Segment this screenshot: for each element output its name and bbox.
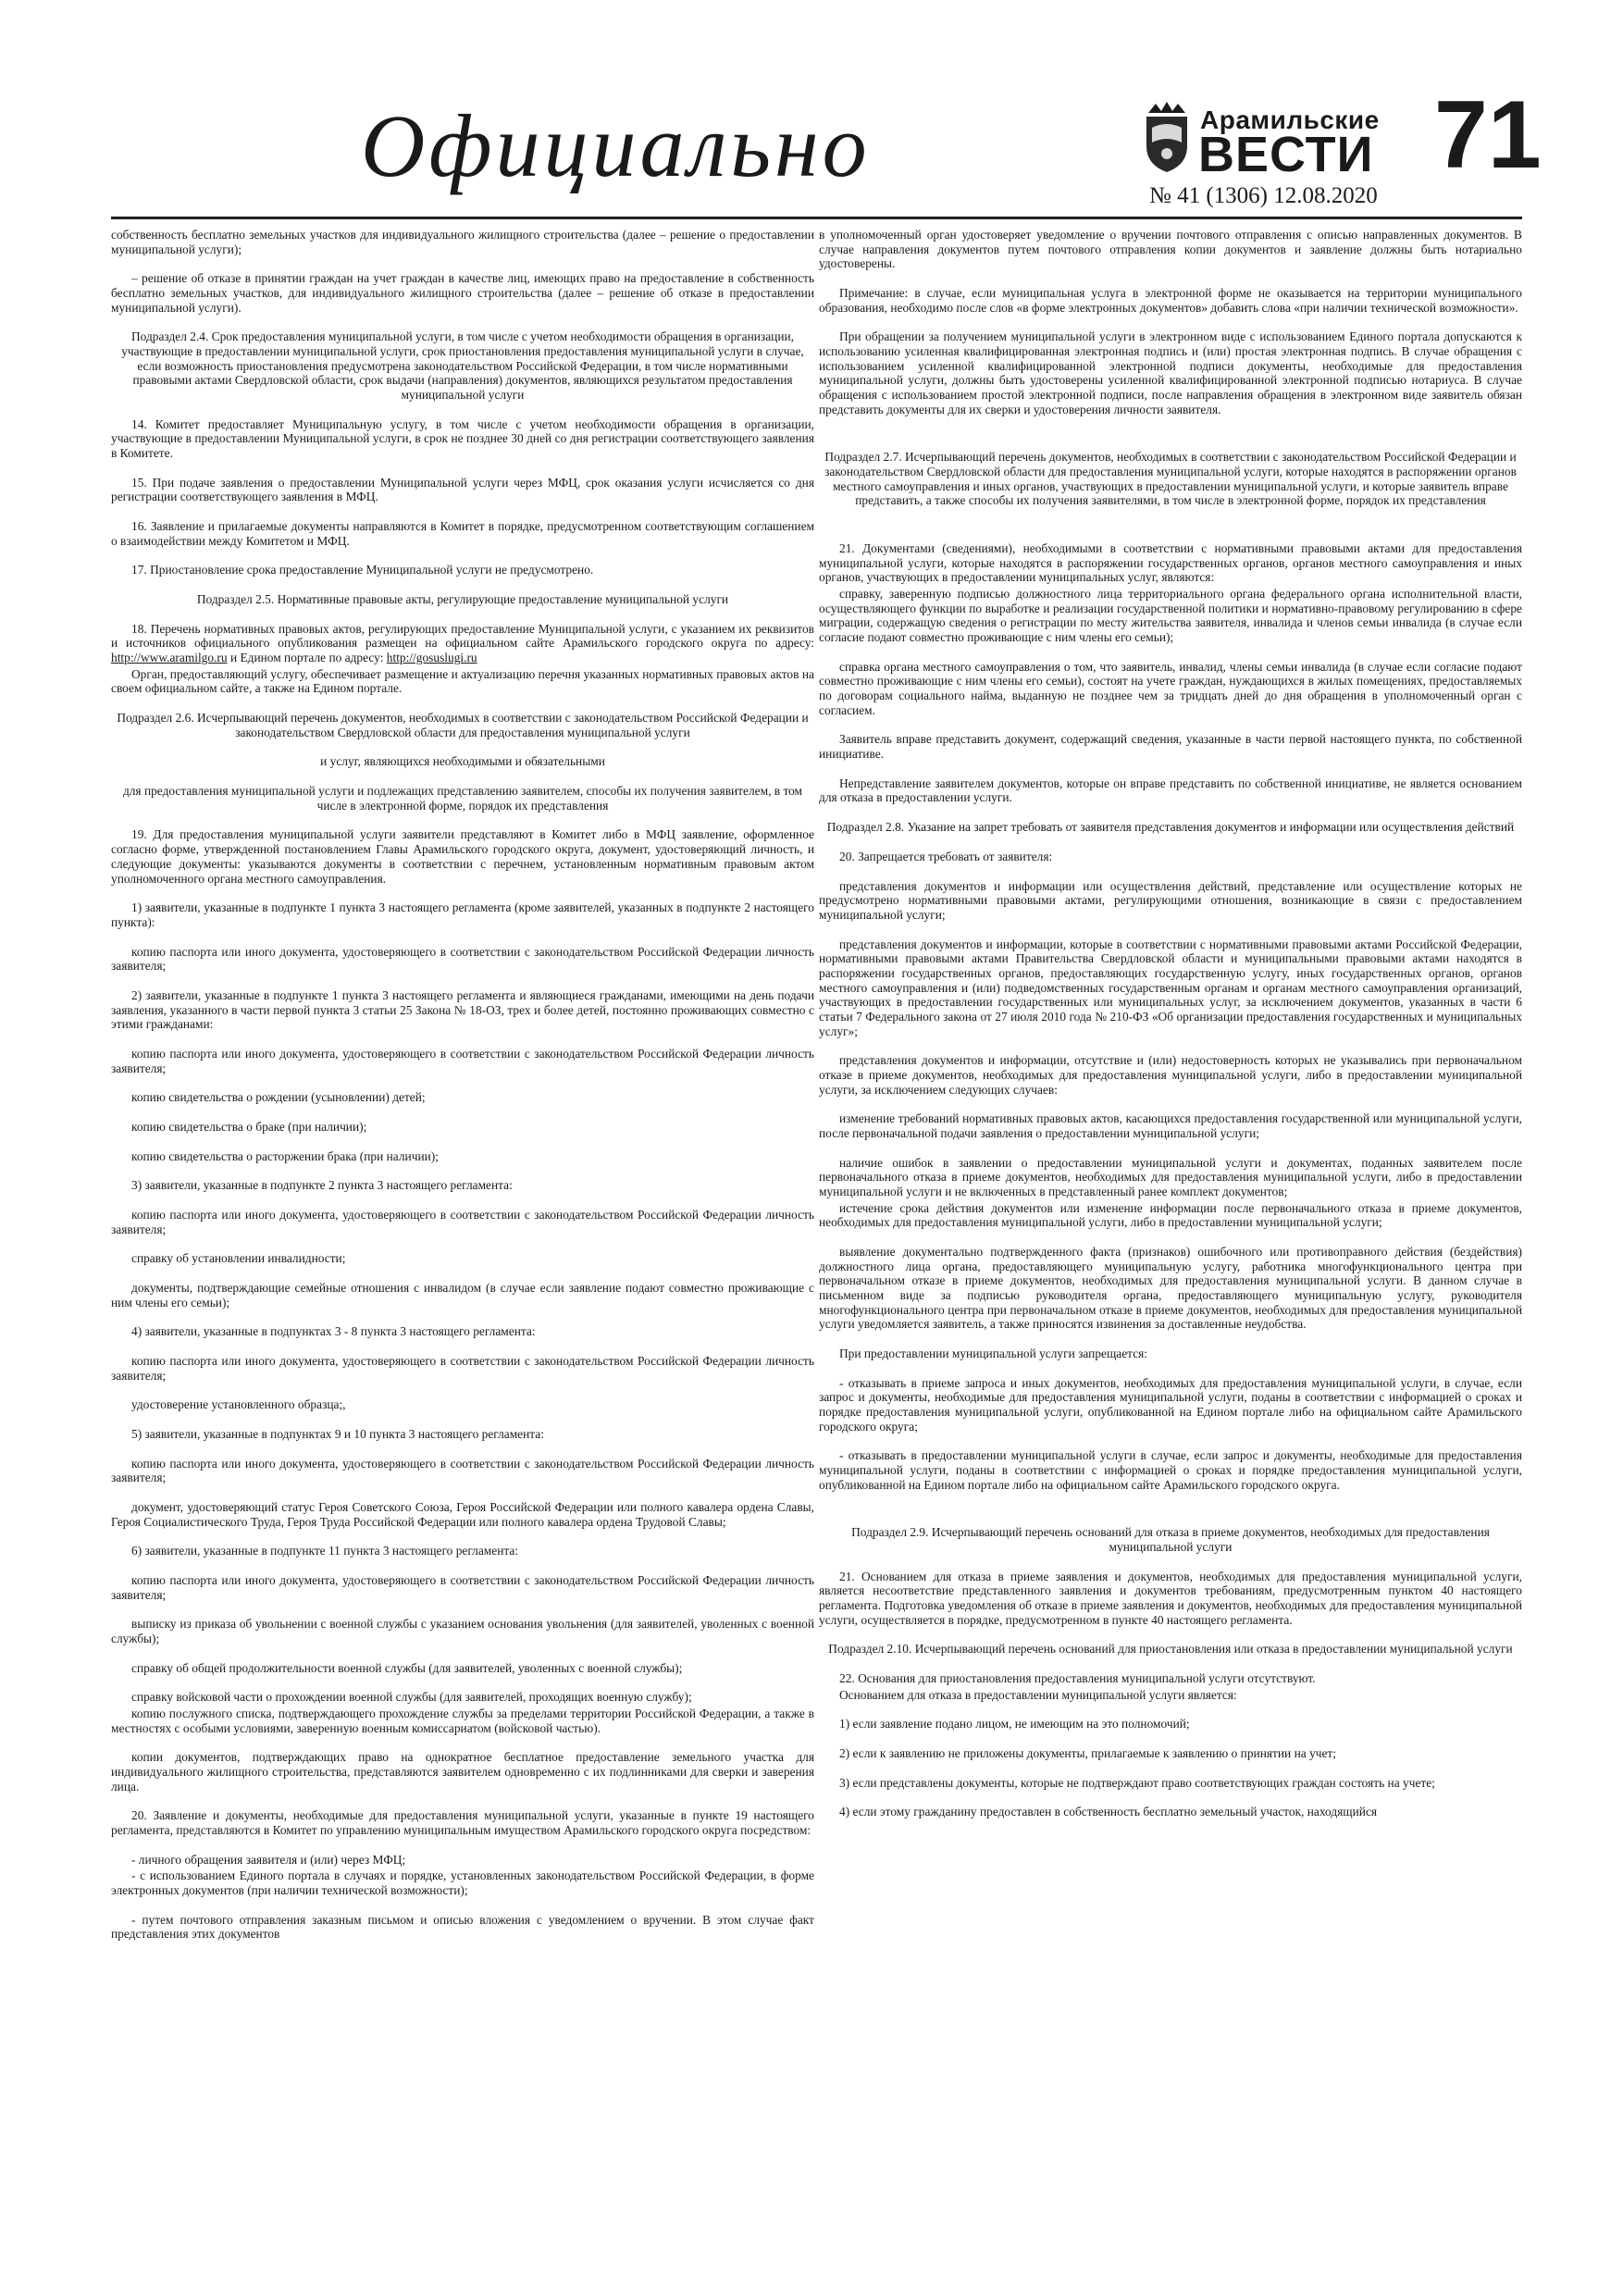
subsection-heading: и услуг, являющихся необходимыми и обязательными bbox=[320, 754, 605, 769]
paragraph: в уполномоченный орган удостоверяет уведомление о вручении почтового отправления с описью направленных документов. В случае направления документов путем почтового отправления копии документов и заявление должны быть нотариально удостоверены. bbox=[819, 228, 1522, 271]
paragraph: - путем почтового отправления заказным письмом и описью вложения с уведомлением о вручении. В этом случае факт представления этих документов bbox=[111, 1912, 814, 1942]
paragraph: представления документов и информации, отсутствие и (или) недостоверность которых не указывались при первоначальном отказе в приеме документов, необходимых для предоставления муниципальной услуги, либо в предоставлении муниципальной услуги, за исключением следующих случаев: bbox=[819, 1053, 1522, 1097]
paragraph: копию паспорта или иного документа, удостоверяющего в соответствии с законодательством Российской Федерации личность заявителя; bbox=[111, 1046, 814, 1075]
paragraph: копию свидетельства о расторжении брака (при наличии); bbox=[131, 1148, 439, 1163]
paragraph: наличие ошибок в заявлении о предоставлении муниципальной услуги и документах, поданных заявителем после первоначального отказа в приеме документов, необходимых для предоставления муниципальной услуги, либо в предоставлении муниципальной услуги и не включенных в представленный ранее комплект документов; bbox=[819, 1155, 1522, 1198]
paragraph: – решение об отказе в принятии граждан на учет граждан в качестве лиц, имеющих право на предоставление в собственность бесплатно земельных участков, для индивидуального жилищного строительства (далее – решение об отказе в предоставлении муниципальной услуги). bbox=[111, 271, 814, 315]
paragraph: 3) если представлены документы, которые не подтверждают право соответствующих граждан состоять на учете; bbox=[839, 1775, 1435, 1790]
paragraph: изменение требований нормативных правовых актов, касающихся предоставления государственной или муниципальной услуги, после первоначальной подачи заявления о предоставлении муниципальной услуги; bbox=[819, 1111, 1522, 1140]
newspaper-logo bbox=[1143, 100, 1393, 180]
paragraph: 5) заявители, указанные в подпунктах 9 и 10 пункта 3 настоящего регламента: bbox=[131, 1426, 544, 1441]
page-number: 71 bbox=[1434, 81, 1542, 189]
paragraph: истечение срока действия документов или изменение информации после первоначального отказа в приеме документов, необходимых для предоставления муниципальной услуги, либо в предоставлении муниципальной услуги; bbox=[819, 1200, 1522, 1230]
paragraph: При предоставлении муниципальной услуги запрещается: bbox=[839, 1346, 1148, 1360]
paragraph: 4) если этому гражданину предоставлен в собственность бесплатно земельный участок, находящийся bbox=[839, 1805, 1378, 1819]
paragraph: собственность бесплатно земельных участков для индивидуального жилищного строительства (далее – решение о предоставлении муниципальной услуги); bbox=[111, 228, 814, 256]
paragraph: 22. Основания для приостановления предоставления муниципальной услуги отсутствуют. bbox=[839, 1671, 1316, 1686]
paragraph: 14. Комитет предоставляет Муниципальную услугу, в том числе с учетом необходимости обращения в организации, участвующие в предоставлении Муниципальной услуги, в срок не позднее 30 дней со дня регистрации соответствующего заявления в Комитете. bbox=[111, 416, 814, 461]
subsection-heading: Подраздел 2.8. Указание на запрет требовать от заявителя представления документов и информации или осуществления действий bbox=[826, 820, 1515, 835]
portal-link[interactable]: http://gosuslugi.ru bbox=[386, 651, 477, 665]
paragraph: 15. При подаче заявления о предоставлении Муниципальной услуги через МФЦ, срок оказания услуги исчисляется со дня регистрации соответствующего заявления в МФЦ. bbox=[111, 475, 814, 504]
paragraph: копию паспорта или иного документа, удостоверяющего в соответствии с законодательством Российской Федерации личность заявителя; bbox=[111, 1353, 814, 1383]
paragraph: справку войсковой части о прохождении военной службы (для заявителей, проходящих военную службу); bbox=[131, 1690, 692, 1705]
section-title: Официально bbox=[361, 96, 871, 195]
paragraph: копии документов, подтверждающих право на однократное бесплатное предоставление земельного участка для индивидуального жилищного строительства, представляются заявителем одновременно с их подлинниками для сверки и заверения лица. bbox=[111, 1750, 814, 1793]
article-column-right bbox=[819, 228, 1522, 1834]
paragraph: документы, подтверждающие семейные отношения с инвалидом (в случае если заявление подают совместно проживающие с ним члены его семьи); bbox=[111, 1280, 814, 1309]
coat-of-arms-icon bbox=[1143, 100, 1191, 174]
paragraph: копию паспорта или иного документа, удостоверяющего в соответствии с законодательством Российской Федерации личность заявителя; bbox=[111, 944, 814, 974]
paragraph: справку об общей продолжительности военной службы (для заявителей, уволенных с военной службы); bbox=[131, 1660, 683, 1675]
subsection-heading: Подраздел 2.4. Срок предоставления муниципальной услуги, в том числе с учетом необходимости обращения в организации, участвующие в предоставлении муниципальной услуги, срок приостановления предоставления муниципальной услуги в случае, если возможность приостановления предусмотрена законодательством Российской Федерации, в том числе нормативными правовыми актами Свердловской области, срок выдачи (направления) документов, являющихся результатом предоставления муниципальной услуги bbox=[121, 329, 804, 403]
subsection-heading: для предоставления муниципальной услуги и подлежащих представлению заявителем, способы их получения заявителем, в том числе в электронной форме, порядок их представления bbox=[122, 784, 803, 813]
paragraph: - личного обращения заявителя и (или) через МФЦ; bbox=[131, 1852, 406, 1867]
paragraph: При обращении за получением муниципальной услуги в электронном виде с использованием Единого портала допускаются к использованию усиленная квалифицированная электронная подпись и (или) простая электронная подпись. В случае обращения с использованием усиленной квалифицированной электронной подписи документы, необходимые для предоставления муниципальной услуги, должны быть удостоверены усиленной квалифицированной электронной подписью нотариуса. В случае обращения с использованием простой электронной подписи, после направления обращения в электронном виде заявитель обязан представить документы для их сверки и удостоверения личности заявителя. bbox=[819, 329, 1522, 416]
paragraph: представления документов и информации или осуществления действий, представление или осуществление которых не предусмотрено нормативными правовыми актами, регулирующими отношения, возникающие в связи с предоставлением муниципальной услуги; bbox=[819, 878, 1522, 922]
paragraph: справку, заверенную подписью должностного лица территориального органа федерального органа исполнительной власти, осуществляющего функции по выработке и реализации государственной политики и нормативно-правовому регулированию в сфере миграции, содержащую сведения о регистрации по месту жительства заявителя, инвалида и членов семьи инвалида (в случае если согласие подают совместно проживающие с ним члены его семьи); bbox=[819, 587, 1522, 645]
paragraph-with-links: 18. Перечень нормативных правовых актов, регулирующих предоставление Муниципальной услуги, с указанием их реквизитов и источников официального опубликования размещен на официальном сайте Арамильского городского округа по адресу: http://www.aramilgo.ru и Едином портале по адресу: http://gosuslugi.ru bbox=[111, 621, 814, 665]
paragraph: копию паспорта или иного документа, удостоверяющего в соответствии с законодательством Российской Федерации личность заявителя; bbox=[111, 1456, 814, 1485]
paragraph: 19. Для предоставления муниципальной услуги заявители представляют в Комитет либо в МФЦ заявление, оформленное согласно форме, утвержденной постановлением Главы Арамильского городского округа, документ, удостоверяющий личность, и следующие документы: указываются документы в соответствии с перечнем, установленным нормативным правовым актом уполномоченного органа местного самоуправления. bbox=[111, 827, 814, 886]
subsection-heading: Подраздел 2.9. Исчерпывающий перечень оснований для отказа в приеме документов, необходимых для предоставления муниципальной услуги bbox=[851, 1525, 1490, 1555]
paragraph: 3) заявители, указанные в подпункте 2 пункта 3 настоящего регламента: bbox=[131, 1178, 513, 1193]
paragraph: 20. Заявление и документы, необходимые для предоставления муниципальной услуги, указанные в пункте 19 настоящего регламента, представляются в Комитет по управлению муниципальным имуществом Арамильского городского округа посредством: bbox=[111, 1808, 814, 1838]
paragraph: справку об установлении инвалидности; bbox=[131, 1251, 346, 1266]
paragraph: копию паспорта или иного документа, удостоверяющего в соответствии с законодательством Российской Федерации личность заявителя; bbox=[111, 1207, 814, 1236]
subsection-heading: Подраздел 2.7. Исчерпывающий перечень документов, необходимых в соответствии с законодательством Российской Федерации и законодательством Свердловской области для предоставления муниципальной услуги, которые находятся в распоряжении органов местного самоуправления и иных органов, участвующих в предоставлении муниципальной услуги, и которые заявитель вправе представить, а также способы их получения заявителями, в том числе в электронной форме, порядок их представления bbox=[824, 450, 1517, 508]
paragraph: Орган, предоставляющий услугу, обеспечивает размещение и актуализацию перечня указанных нормативных правовых актов на своем официальном сайте, а также на Едином портале. bbox=[111, 666, 814, 696]
subsection-heading: Подраздел 2.10. Исчерпывающий перечень оснований для приостановления или отказа в предоставлении муниципальной услуги bbox=[828, 1642, 1513, 1657]
paragraph: 2) если к заявлению не приложены документы, прилагаемые к заявлению о принятии на учет; bbox=[839, 1746, 1336, 1761]
paragraph: 1) если заявление подано лицом, не имеющим на это полномочий; bbox=[839, 1717, 1190, 1731]
paragraph: - отказывать в предоставлении муниципальной услуги в случае, если запрос и документы, необходимые для предоставления муниципальной услуги, поданы в соответствии с информацией о сроках и порядке предоставления муниципальной услуги, опубликованной на Едином портале либо на официальном сайте Арамильского городского округа. bbox=[819, 1448, 1522, 1492]
website-link[interactable]: http://www.aramilgo.ru bbox=[111, 651, 228, 665]
paragraph: выявление документально подтвержденного факта (признаков) ошибочного или противоправного действия (бездействия) должностного лица органа, предоставляющего муниципальную услугу, работника многофункционального центра при первоначальном отказе в приеме документов, необходимых для предоставления муниципальной услуги. В данном случае в письменном виде за подписью руководителя органа, предоставляющего муниципальную услугу, руководителя многофункционального центра при первоначальном отказе в приеме документов, необходимых для предоставления муниципальной услуги уведомляется заявитель, а также приносятся извинения за доставленные неудобства. bbox=[819, 1244, 1522, 1332]
paragraph: 16. Заявление и прилагаемые документы направляются в Комитет в порядке, предусмотренном соответствующим соглашением о взаимодействии между Комитетом и МФЦ. bbox=[111, 519, 814, 548]
page-header bbox=[111, 81, 1542, 208]
paragraph: 21. Документами (сведениями), необходимыми в соответствии с нормативными правовыми актами для предоставления муниципальной услуги, которые находятся в распоряжении государственных органов, органов местного самоуправления и иных органов, участвующих в предоставлении муниципальных услуг, являются: bbox=[819, 541, 1522, 585]
issue-number-date: № 41 (1306) 12.08.2020 bbox=[1149, 183, 1378, 208]
paragraph: 17. Приостановление срока предоставление Муниципальной услуги не предусмотрено. bbox=[131, 563, 594, 577]
paragraph: представления документов и информации, которые в соответствии с нормативными правовыми актами Российской Федерации, нормативными правовыми актами Правительства Свердловской области и муниципальными правовыми актами находятся в распоряжении государственных органов, предоставляющих государственную услугу, иных государственных органов, органов местного самоуправления и (или) подведомственных государственным органам и органам местного самоуправления организаций, участвующих в предоставлении государственных или муниципальных услуг, за исключением документов, указанных в части 6 статьи 7 Федерального закона от 27 июля 2010 года № 210-ФЗ «Об организации предоставления государственных и муниципальных услуг»; bbox=[819, 937, 1522, 1038]
paragraph: справка органа местного самоуправления о том, что заявитель, инвалид, члены семьи инвалида (в случае если согласие подают совместно проживающие с ним члены его семьи), состоят на учете граждан, нуждающихся в жилых помещениях, предоставляемых по договорам социального найма, выданную не позднее чем за тридцать дней до дня обращения в уполномоченный орган с согласием. bbox=[819, 659, 1522, 717]
paragraph: копию свидетельства о рождении (усыновлении) детей; bbox=[131, 1090, 426, 1105]
brand-name-top: Арамильские bbox=[1200, 105, 1380, 134]
paragraph: копию послужного списка, подтверждающего прохождение службы за пределами территории Российской Федерации, а также в местностях с особыми условиями, завеpенную военным комиссаpиатом (войсковой частью). bbox=[111, 1706, 814, 1735]
paragraph: 2) заявители, указанные в подпункте 1 пункта 3 настоящего регламента и являющиеся гражданами, имеющими на день подачи заявления, указанного в части первой пункта 3 статьи 25 Закона № 18-ОЗ, трех и более детей, постоянно проживающих совместно с этими гражданами: bbox=[111, 987, 814, 1032]
paragraph: - с использованием Единого портала в случаях и порядке, установленных законодательством Российской Федерации, в форме электронных документов (при наличии технической возможности); bbox=[111, 1868, 814, 1898]
header-divider bbox=[111, 217, 1522, 219]
subsection-heading: Подраздел 2.6. Исчерпывающий перечень документов, необходимых в соответствии с законодательством Российской Федерации и законодательством Свердловской области для предоставления муниципальной услуги bbox=[117, 711, 809, 739]
paragraph: копию паспорта или иного документа, удостоверяющего в соответствии с законодательством Российской Федерации личность заявителя; bbox=[111, 1572, 814, 1602]
paragraph: копию свидетельства о браке (при наличии); bbox=[131, 1119, 367, 1134]
paragraph: - отказывать в приеме запроса и иных документов, необходимых для предоставления муниципальной услуги, в случае, если запрос и документы, необходимые для предоставления муниципальной услуги, поданы в соответствии с информацией о сроках и порядке предоставления муниципальной услуги, опубликованной на Едином портале либо на официальном сайте Арамильского городского округа; bbox=[819, 1375, 1522, 1433]
paragraph: Основанием для отказа в предоставлении муниципальной услуги является: bbox=[839, 1687, 1237, 1702]
paragraph: Непредставление заявителем документов, которые он вправе представить по собственной инициативе, не является основанием для отказа в предоставлении услуги. bbox=[819, 776, 1522, 805]
paragraph: 20. Запрещается требовать от заявителя: bbox=[839, 849, 1053, 863]
paragraph: Примечание: в случае, если муниципальная услуга в электронной форме не оказывается на территории муниципального образования, необходимо после слов «в форме электронных документов» добавить слова «при наличии технической возможности». bbox=[819, 286, 1522, 315]
paragraph: 6) заявители, указанные в подпункте 11 пункта 3 настоящего регламента: bbox=[131, 1544, 519, 1558]
brand-name-main: ВЕСТИ bbox=[1198, 127, 1374, 182]
article-column-left bbox=[111, 228, 814, 1956]
subsection-heading: Подраздел 2.5. Нормативные правовые акты, регулирующие предоставление муниципальной услуги bbox=[196, 592, 729, 607]
paragraph: документ, удостоверяющий статус Героя Советского Союза, Героя Российской Федерации или полного кавалера ордена Славы, Героя Социалистического Труда, Героя Труда Российской Федерации или полного кавалера ордена Трудовой Славы; bbox=[111, 1499, 814, 1529]
paragraph: выписку из приказа об увольнении с военной службы с указанием основания увольнения (для заявителей, уволенных с военной службы); bbox=[111, 1617, 814, 1645]
paragraph: 1) заявители, указанные в подпункте 1 пункта 3 настоящего регламента (кроме заявителей, указанных в подпункте 2 настоящего пункта): bbox=[111, 900, 814, 929]
paragraph: 21. Основанием для отказа в приеме заявления и документов, необходимых для предоставления муниципальной услуги, является несоответствие представленного заявления и документов требованиям, предусмотренным пунктом 40 настоящего регламента. Подготовка уведомления об отказе в приеме заявления и документов, необходимых для предоставления муниципальной услуги, осуществляется в порядке, предусмотренном в пункте 40 настоящего регламента. bbox=[819, 1569, 1522, 1627]
paragraph: Заявитель вправе представить документ, содержащий сведения, указанные в части первой настоящего пункта, по собственной инициативе. bbox=[819, 732, 1522, 762]
paragraph: 4) заявители, указанные в подпунктах 3 - 8 пункта 3 настоящего регламента: bbox=[131, 1324, 536, 1339]
paragraph: удостоверение установленного образца;, bbox=[131, 1397, 346, 1412]
